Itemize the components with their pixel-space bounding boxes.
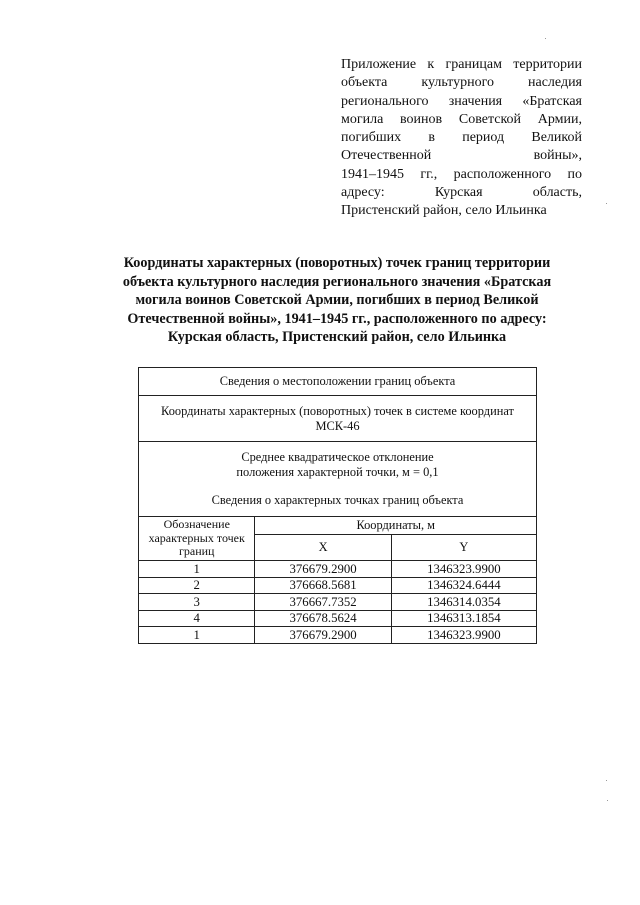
title-line: могила воинов Советской Армии, погибших в период Великой: [135, 292, 539, 309]
y-cell: 1346314.0354: [391, 594, 536, 611]
designation-header-line: Обозначение: [163, 517, 230, 532]
coordinate-system-header: [139, 396, 537, 442]
coordinate-system-line: Координаты характерных (поворотных) точек в системе координат: [161, 404, 514, 418]
y-cell: 1346324.6444: [391, 577, 536, 594]
table-header-row: [139, 396, 537, 442]
point-cell: 4: [139, 610, 255, 627]
scan-speck: [607, 800, 608, 801]
appendix-line: погибших в период Великой: [341, 130, 582, 146]
designation-header-line: характерных точек: [148, 530, 245, 545]
title-line: Координаты характерных (поворотных) точек границ территории: [123, 255, 551, 271]
x-cell: 376679.2900: [255, 627, 391, 644]
designation-header-line: границ: [178, 544, 215, 559]
title-line: Курская область, Пристенский район, село Ильинка: [167, 329, 507, 346]
point-cell: 2: [139, 577, 255, 594]
column-header-row: [139, 517, 537, 535]
deviation-line: Среднее квадратическое отклонение: [241, 450, 434, 465]
coordinates-table: [138, 367, 537, 644]
table-row: [139, 561, 537, 578]
point-cell: 3: [139, 594, 255, 611]
table-row: [139, 594, 537, 611]
table-row: [139, 610, 537, 627]
table-row: [139, 577, 537, 594]
x-cell: 376667.7352: [255, 594, 391, 611]
points-info-header: Сведения о характерных точках границ объекта: [211, 493, 464, 508]
y-cell: 1346323.9900: [391, 627, 536, 644]
x-cell: 376668.5681: [255, 577, 391, 594]
scan-speck: [606, 203, 607, 204]
appendix-line: Пристенский район, село Ильинка: [341, 203, 547, 219]
deviation-line: положения характерной точки, м = 0,1: [236, 464, 439, 479]
coordinate-system-line: МСК-46: [315, 418, 360, 433]
appendix-line: 1941–1945 гг., расположенного по: [341, 166, 582, 182]
document-title: [100, 254, 574, 347]
appendix-line: объекта культурного наследия: [341, 75, 582, 91]
point-cell: 1: [139, 627, 255, 644]
appendix-note: [341, 56, 582, 221]
title-line: Отечественной войны», 1941–1945 гг., расположенного по адресу:: [127, 310, 547, 327]
x-column-header: X: [255, 535, 391, 561]
x-cell: 376679.2900: [255, 561, 391, 578]
coordinates-column-header: Координаты, м: [255, 517, 537, 535]
scan-speck: [606, 780, 607, 781]
appendix-line: Отечественной войны»,: [341, 148, 582, 164]
designation-column-header: [139, 517, 255, 561]
location-header: Сведения о местоположении границ объекта: [139, 368, 537, 396]
table-header-row: [139, 442, 537, 517]
appendix-line: Приложение к границам территории: [341, 57, 582, 72]
scan-speck: [545, 38, 546, 39]
table-row: [139, 627, 537, 644]
title-line: объекта культурного наследия регионального значения «Братская: [122, 273, 552, 290]
deviation-header: [139, 442, 537, 517]
y-column-header: Y: [391, 535, 536, 561]
spacer: [139, 479, 536, 493]
table-header-row: [139, 368, 537, 396]
appendix-line: могила воинов Советской Армии,: [341, 111, 582, 127]
x-cell: 376678.5624: [255, 610, 391, 627]
appendix-line: регионального значения «Братская: [341, 93, 582, 109]
y-cell: 1346313.1854: [391, 610, 536, 627]
y-cell: 1346323.9900: [391, 561, 536, 578]
point-cell: 1: [139, 561, 255, 578]
appendix-line: адресу: Курская область,: [341, 185, 582, 201]
